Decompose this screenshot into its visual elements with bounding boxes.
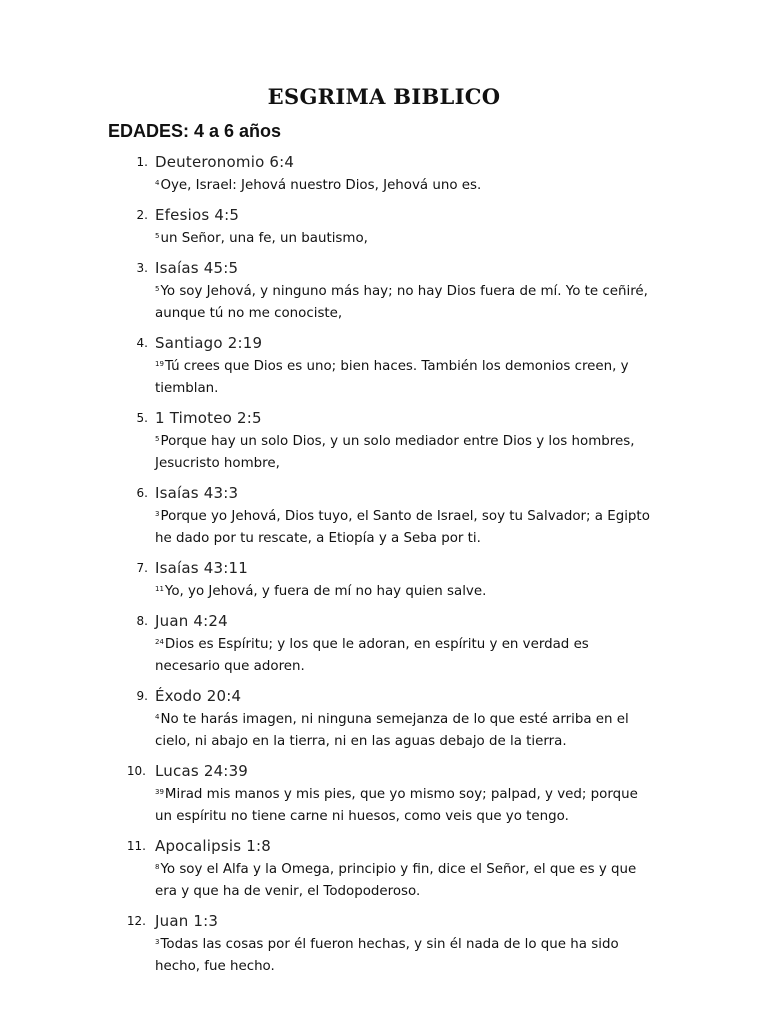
verse-text	[155, 503, 653, 550]
verse-number: 4	[155, 179, 160, 187]
verse-body: Porque yo Jehová, Dios tuyo, el Santo de Israel, soy tu Salvador; a Egipto he dado por tu rescate, a Etiopía y a Seba por ti.	[155, 509, 650, 546]
verse-list	[0, 152, 768, 986]
verse-text	[155, 856, 653, 903]
list-item	[0, 483, 768, 550]
age-group-heading: EDADES: 4 a 6 años	[108, 121, 282, 141]
verse-reference: Deuteronomio 6:4	[155, 153, 295, 171]
item-number: 4.	[136, 336, 148, 350]
item-number: 10.	[126, 764, 146, 778]
verse-text	[155, 428, 653, 475]
verse-number: 5	[155, 285, 160, 293]
verse-body: Oye, Israel: Jehová nuestro Dios, Jehová uno es.	[160, 178, 482, 193]
verse-reference: Isaías 45:5	[155, 259, 239, 277]
verse-body: No te harás imagen, ni ninguna semejanza de lo que esté arriba en el cielo, ni abajo en la tierra, ni en las aguas debajo de la tierra.	[155, 712, 629, 749]
item-number: 2.	[136, 208, 148, 222]
verse-text	[155, 278, 653, 325]
list-item	[0, 408, 768, 475]
verse-text	[155, 781, 653, 828]
verse-number: 5	[155, 435, 160, 443]
item-number: 5.	[136, 411, 148, 425]
item-number: 8.	[136, 614, 148, 628]
item-number: 3.	[136, 261, 148, 275]
verse-number: 39	[155, 788, 164, 796]
verse-body: Porque hay un solo Dios, y un solo mediador entre Dios y los hombres, Jesucristo hombre,	[155, 434, 635, 471]
item-number: 11.	[126, 839, 146, 853]
list-item	[0, 152, 768, 197]
item-number: 1.	[136, 155, 148, 169]
verse-text	[155, 931, 653, 978]
verse-text	[155, 353, 653, 400]
list-item	[0, 333, 768, 400]
verse-reference: Éxodo 20:4	[155, 687, 242, 705]
verse-reference: Efesios 4:5	[155, 206, 240, 224]
verse-body: Tú crees que Dios es uno; bien haces. También los demonios creen, y tiemblan.	[155, 359, 629, 396]
verse-number: 19	[155, 360, 164, 368]
verse-reference: Juan 4:24	[155, 612, 228, 630]
verse-reference: Apocalipsis 1:8	[155, 837, 271, 855]
verse-body: Yo soy Jehová, y ninguno más hay; no hay Dios fuera de mí. Yo te ceñiré, aunque tú no me conociste,	[155, 284, 648, 321]
item-number: 12.	[126, 914, 146, 928]
item-number: 6.	[136, 486, 148, 500]
verse-reference: Lucas 24:39	[155, 762, 249, 780]
verse-number: 24	[155, 638, 164, 646]
verse-body: Todas las cosas por él fueron hechas, y sin él nada de lo que ha sido hecho, fue hecho.	[155, 937, 619, 974]
verse-number: 5	[155, 232, 160, 240]
verse-reference: 1 Timoteo 2:5	[155, 409, 262, 427]
verse-text	[155, 706, 653, 753]
list-item	[0, 836, 768, 903]
verse-text	[155, 631, 653, 678]
verse-body: Yo, yo Jehová, y fuera de mí no hay quien salve.	[164, 584, 487, 599]
list-item	[0, 205, 768, 250]
item-number: 7.	[136, 561, 148, 575]
verse-body: un Señor, una fe, un bautismo,	[160, 231, 368, 246]
list-item	[0, 911, 768, 978]
verse-reference: Santiago 2:19	[155, 334, 263, 352]
verse-number: 8	[155, 863, 160, 871]
item-number: 9.	[136, 689, 148, 703]
list-item	[0, 258, 768, 325]
verse-reference: Isaías 43:11	[155, 559, 249, 577]
verse-number: 3	[155, 938, 160, 946]
verse-reference: Isaías 43:3	[155, 484, 239, 502]
verse-reference: Juan 1:3	[155, 912, 219, 930]
list-item	[0, 558, 768, 603]
verse-number: 4	[155, 713, 160, 721]
verse-text	[155, 225, 653, 250]
list-item	[0, 686, 768, 753]
list-item	[0, 761, 768, 828]
verse-text	[155, 578, 653, 603]
list-item	[0, 611, 768, 678]
verse-number: 3	[155, 510, 160, 518]
verse-body: Yo soy el Alfa y la Omega, principio y fin, dice el Señor, el que es y que era y que ha de venir, el Todopoderoso.	[155, 862, 637, 899]
verse-body: Dios es Espíritu; y los que le adoran, en espíritu y en verdad es necesario que adoren.	[155, 637, 589, 674]
verse-number: 11	[155, 585, 164, 593]
verse-text	[155, 172, 653, 197]
page-title: ESGRIMA BIBLICO	[267, 84, 501, 109]
verse-body: Mirad mis manos y mis pies, que yo mismo soy; palpad, y ved; porque un espíritu no tiene carne ni huesos, como veis que yo tengo.	[155, 787, 638, 824]
